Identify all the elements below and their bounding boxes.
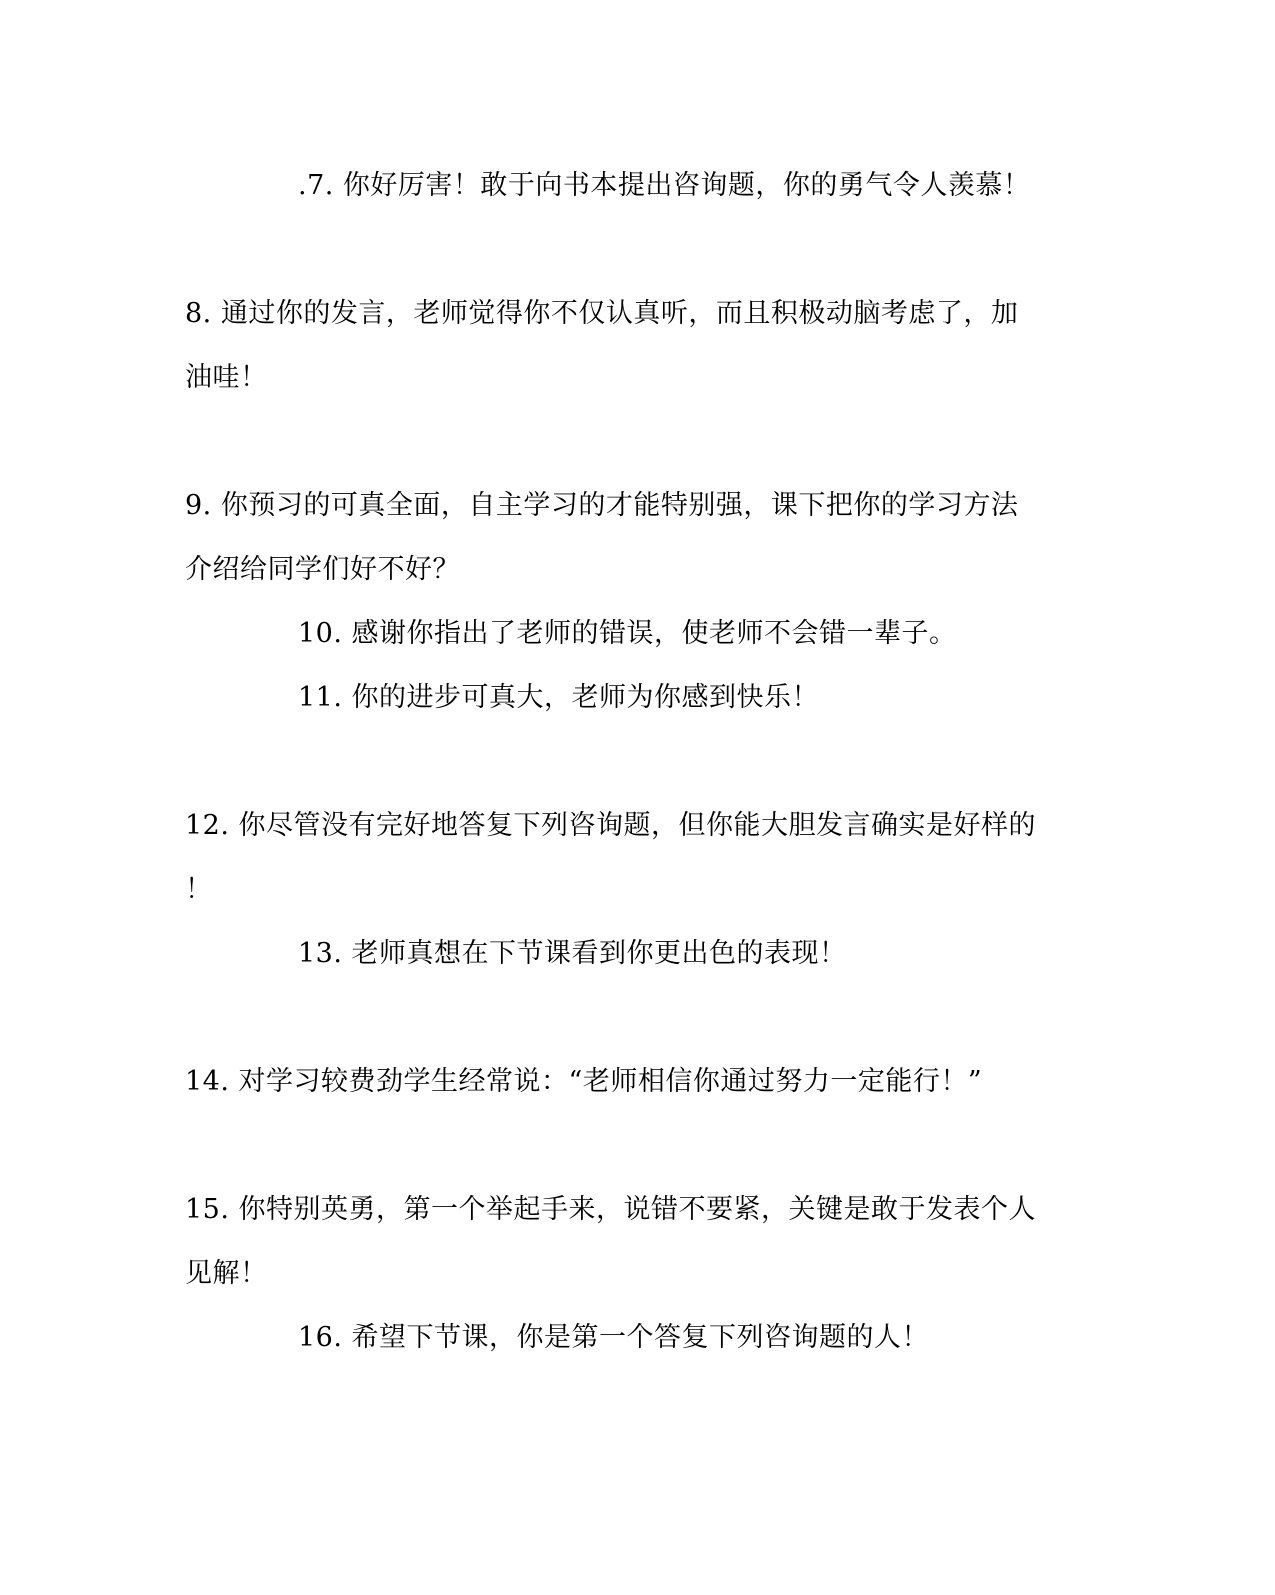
text-line-12-cont: ！ <box>185 874 213 905</box>
text-line-13: 13. 老师真想在下节课看到你更出色的表现！ <box>298 938 847 969</box>
text-line-8: 8. 通过你的发言，老师觉得你不仅认真听，而且积极动脑考虑了，加 <box>185 298 1019 329</box>
text-line-15-cont: 见解！ <box>185 1258 268 1289</box>
text-line-12: 12. 你尽管没有完好地答复下列咨询题，但你能大胆发言确实是好样的 <box>185 810 1037 841</box>
text-line-11: 11. 你的进步可真大，老师为你感到快乐！ <box>298 682 820 713</box>
text-line-10: 10. 感谢你指出了老师的错误，使老师不会错一辈子。 <box>298 618 957 649</box>
text-line-16: 16. 希望下节课，你是第一个答复下列咨询题的人！ <box>298 1322 930 1353</box>
text-line-15: 15. 你特别英勇，第一个举起手来，说错不要紧，关键是敢于发表个人 <box>185 1194 1037 1225</box>
text-line-8-cont: 油哇！ <box>185 362 268 393</box>
text-line-9-cont: 介绍给同学们好不好？ <box>185 554 460 585</box>
text-line-9: 9. 你预习的可真全面，自主学习的才能特别强，课下把你的学习方法 <box>185 490 1019 521</box>
text-line-7: .7. 你好厉害！敢于向书本提出咨询题，你的勇气令人羡慕！ <box>298 170 1031 201</box>
text-line-14: 14. 对学习较费劲学生经常说：“老师相信你通过努力一定能行！” <box>185 1066 983 1097</box>
